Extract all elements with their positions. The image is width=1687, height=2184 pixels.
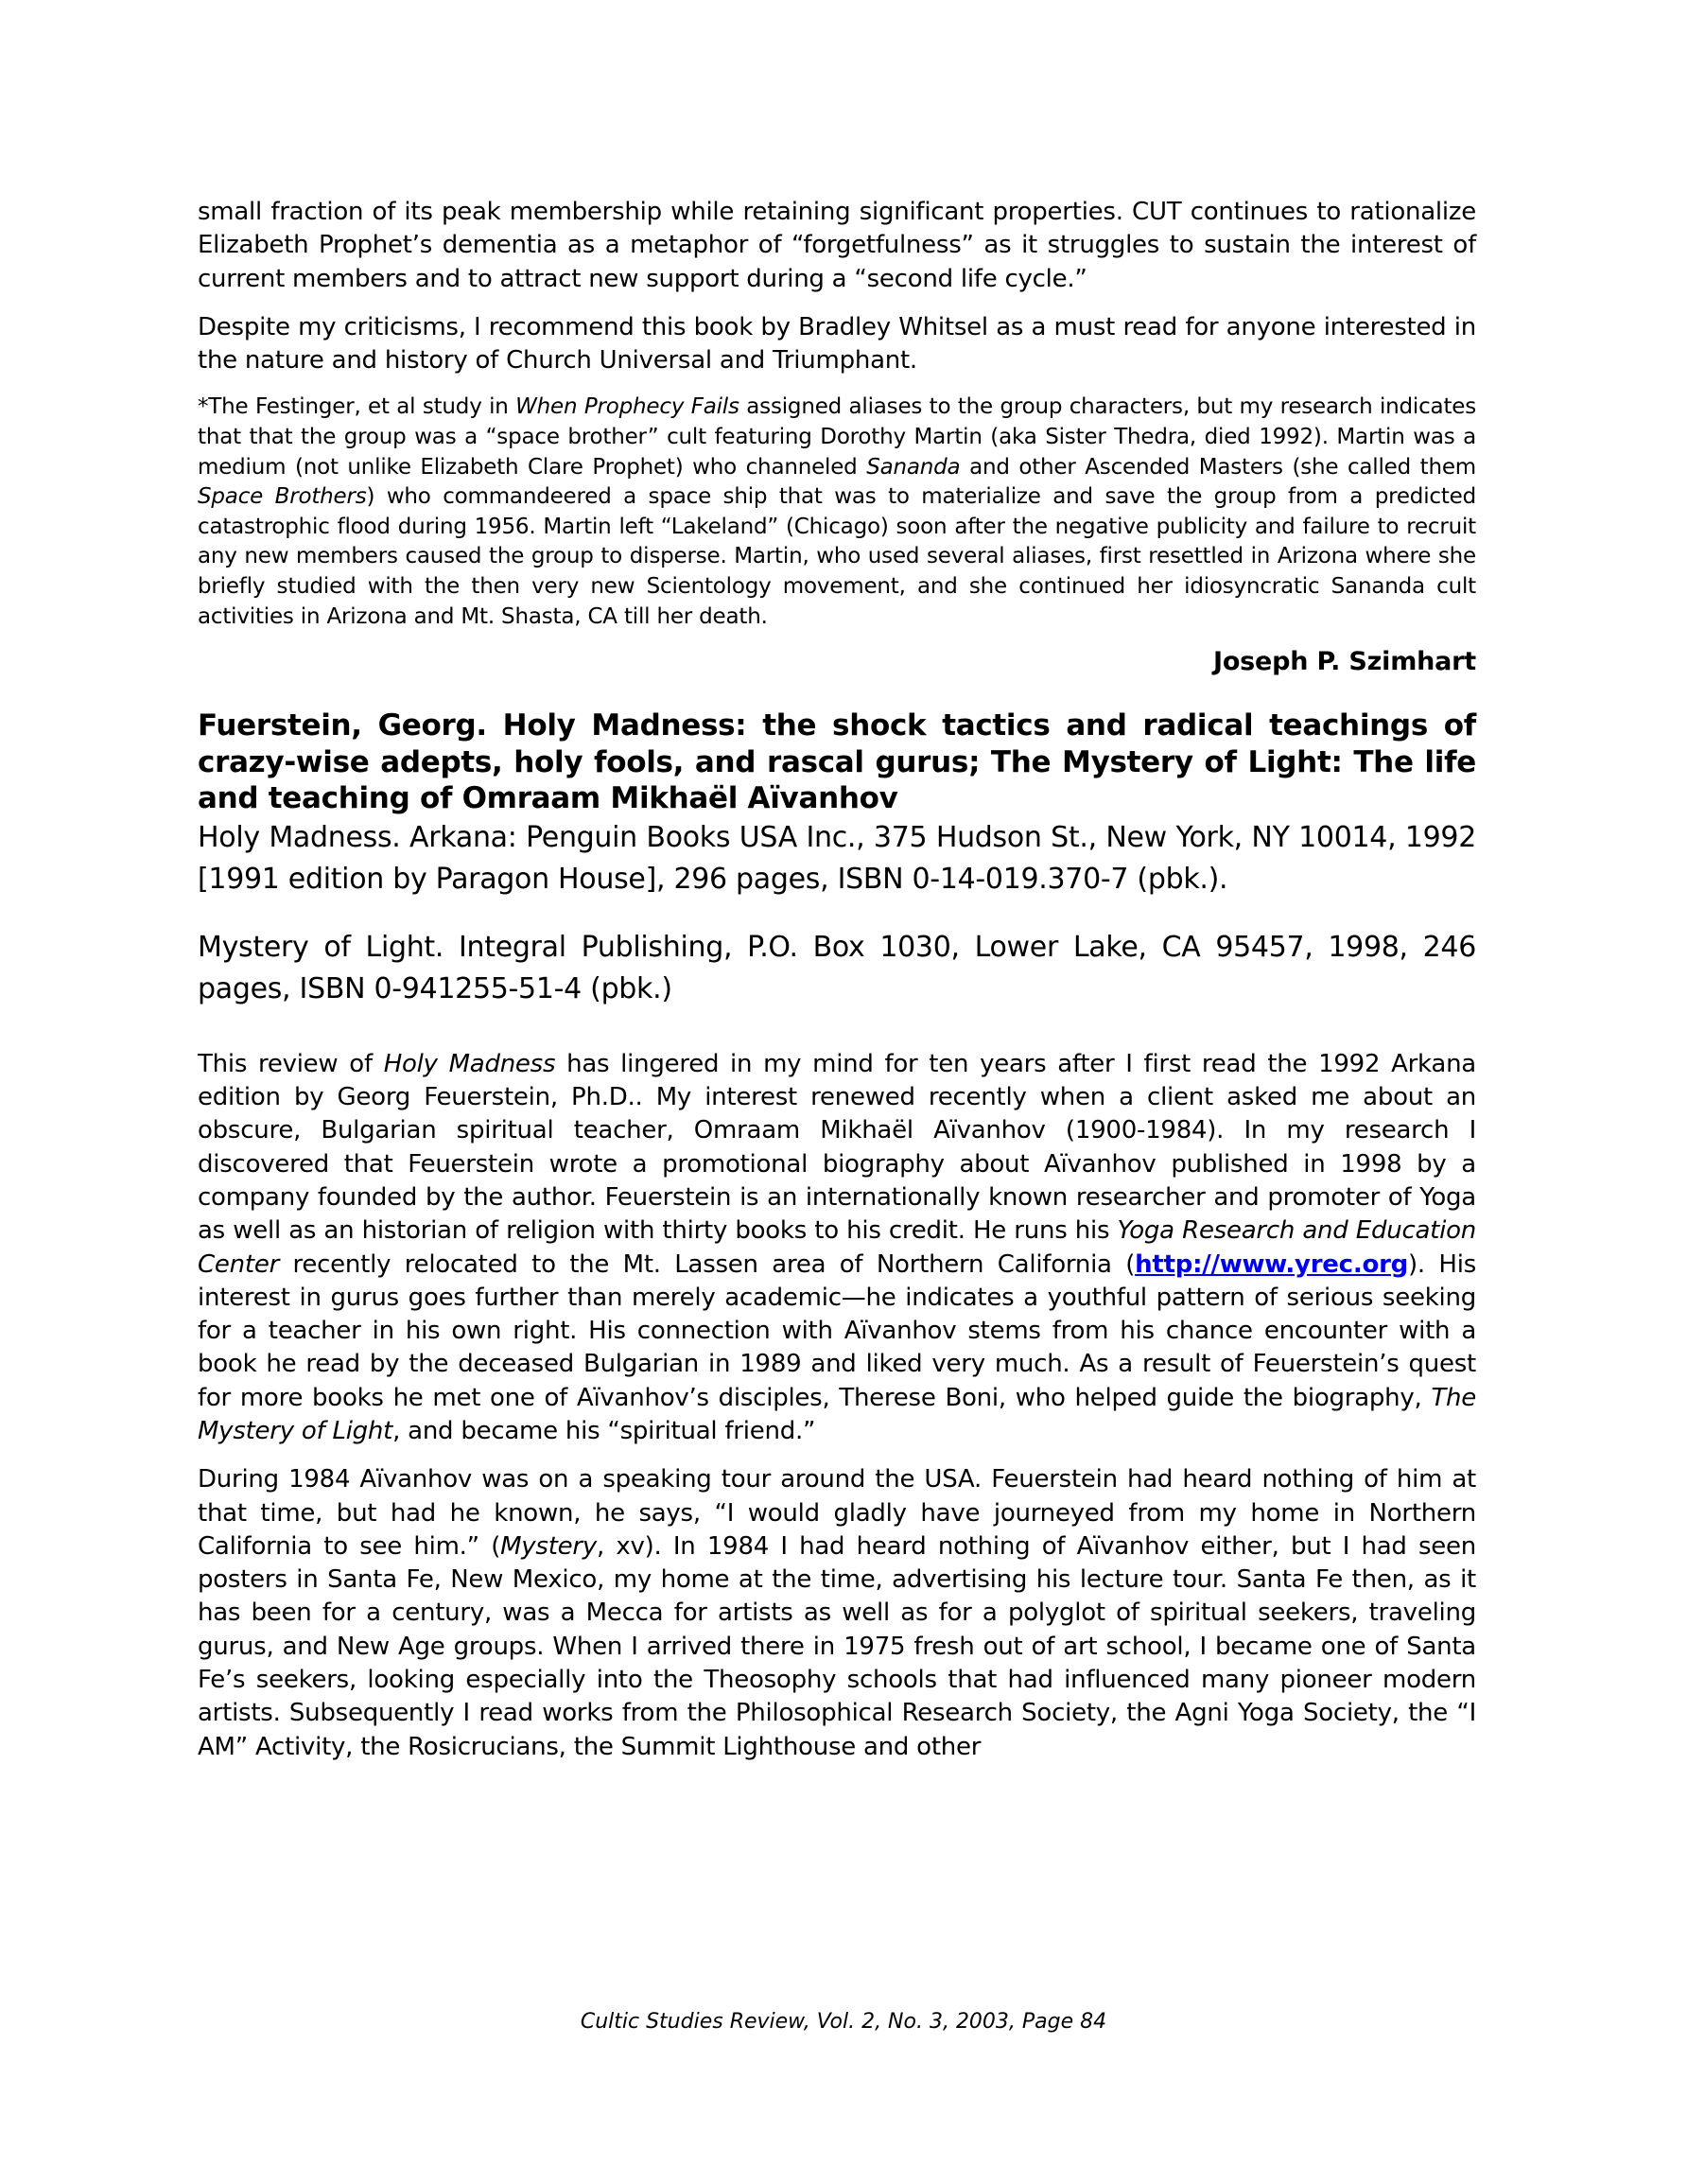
publication-info-mystery-of-light: Mystery of Light. Integral Publishing, P.O. Box 1030, Lower Lake, CA 95457, 1998, 246 pages, ISBN 0-941255-51-4 (pbk.)	[198, 930, 1476, 1005]
text-segment: This review of	[198, 1049, 384, 1078]
footnote-text: ) who commandeered a space ship that was to materialize and save the group from a predicted catastrophic flood during 1956. Martin left “Lakeland” (Chicago) soon after the negative publicity and failure to recruit any new members caused the group to disperse. Martin, who used several aliases, first resettled in Arizona where she briefly studied with the then very new Scientology movement, and she continued her idiosyncratic Sananda cult activities in Arizona and Mt. Shasta, CA till her death.	[198, 484, 1476, 629]
footnote	[198, 393, 1476, 632]
footnote-book-title: When Prophecy Fails	[515, 394, 739, 420]
footnote-text: *The Festinger, et al study in	[198, 394, 516, 420]
text-segment: , xv). In 1984 I had heard nothing of Aïvanhov either, but I had seen posters in Santa Fe, New Mexico, my home at the time, advertising his lecture tour. Santa Fe then, as it has been for a century, was a Mecca for artists as well as for a polyglot of spiritual seekers, traveling gurus, and New Age groups. When I arrived there in 1975 fresh out of art school, I became one of Santa Fe’s seekers, looking especially into the Theosophy schools that had influenced many pioneer modern artists. Subsequently I read works from the Philosophical Research Society, the Agni Yoga Society, the “I AM” Activity, the Rosicrucians, the Summit Lighthouse and other	[198, 1531, 1476, 1761]
footnote-text: assigned aliases to the group characters, but my research indicates that that the group was a “space brother” cult featuring Dorothy Martin (aka Sister Thedra, died 1992). Martin was a medium (not unlike Elizabeth Clare Prophet) who channeled	[198, 394, 1476, 480]
review-paragraph-1	[198, 1048, 1476, 1449]
document-page	[198, 196, 1476, 1779]
text-segment: , and became his “spiritual friend.”	[392, 1417, 816, 1445]
review-title: Fuerstein, Georg. Holy Madness: the shock tactics and radical teachings of crazy-wise adepts, holy fools, and rascal gurus; The Mystery of Light: The life and teaching of Omraam Mikhaël Aïvanhov	[198, 708, 1476, 816]
page-footer: Cultic Studies Review, Vol. 2, No. 3, 2003, Page 84	[580, 2010, 1107, 2034]
book-title-mystery-of-light: The Mystery of Light	[198, 1383, 1476, 1445]
publication-info-holy-madness: Holy Madness. Arkana: Penguin Books USA Inc., 375 Hudson St., New York, NY 10014, 1992 [1991 edition by Paragon House], 296 pages, ISBN 0-14-019.370-7 (pbk.).	[198, 820, 1476, 896]
organization-name: Yoga Research and Education Center	[198, 1216, 1476, 1279]
footnote-space-brothers: Space Brothers	[198, 484, 367, 510]
author-signature: Joseph P. Szimhart	[1212, 647, 1476, 677]
yrec-link[interactable]: http://www.yrec.org	[1135, 1249, 1409, 1279]
book-title-holy-madness: Holy Madness	[383, 1049, 556, 1078]
text-segment: ). His interest in gurus goes further than merely academic—he indicates a youthful pattern of serious seeking for a teacher in his own right. His connection with Aïvanhov stems from his chance encounter with a book he read by the deceased Bulgarian in 1989 and liked very much. As a result of Feuerstein’s quest for more books he met one of Aïvanhov’s disciples, Therese Boni, who helped guide the biography,	[198, 1249, 1476, 1412]
text-segment: During 1984 Aïvanhov was on a speaking tour around the USA. Feuerstein had heard nothing of him at that time, but had he known, he says, “I would gladly have journeyed from my home in Northern California to see him.” (	[198, 1465, 1476, 1561]
text-segment: has lingered in my mind for ten years after I first read the 1992 Arkana edition by Georg Feuerstein, Ph.D.. My interest renewed recently when a client asked me about an obscure, Bulgarian spiritual teacher, Omraam Mikhaël Aïvanhov (1900-1984). In my research I discovered that Feuerstein wrote a promotional biography about Aïvanhov published in 1998 by a company founded by the author. Feuerstein is an internationally known researcher and promoter of Yoga as well as an historian of religion with thirty books to his credit. He runs his	[198, 1049, 1476, 1246]
footnote-text: and other Ascended Masters (she called them	[960, 454, 1476, 480]
citation-mystery: Mystery	[500, 1531, 597, 1561]
text-segment: recently relocated to the Mt. Lassen area of Northern California (	[279, 1249, 1136, 1279]
footnote-sananda: Sananda	[866, 454, 961, 480]
intro-paragraph-2: Despite my criticisms, I recommend this book by Bradley Whitsel as a must read for anyone interested in the nature and history of Church Universal and Triumphant.	[198, 312, 1476, 376]
intro-paragraph-1: small fraction of its peak membership while retaining significant properties. CUT continues to rationalize Elizabeth Prophet’s dementia as a metaphor of “forgetfulness” as it struggles to sustain the interest of current members and to attract new support during a “second life cycle.”	[198, 198, 1476, 293]
review-paragraph-2	[198, 1463, 1476, 1764]
